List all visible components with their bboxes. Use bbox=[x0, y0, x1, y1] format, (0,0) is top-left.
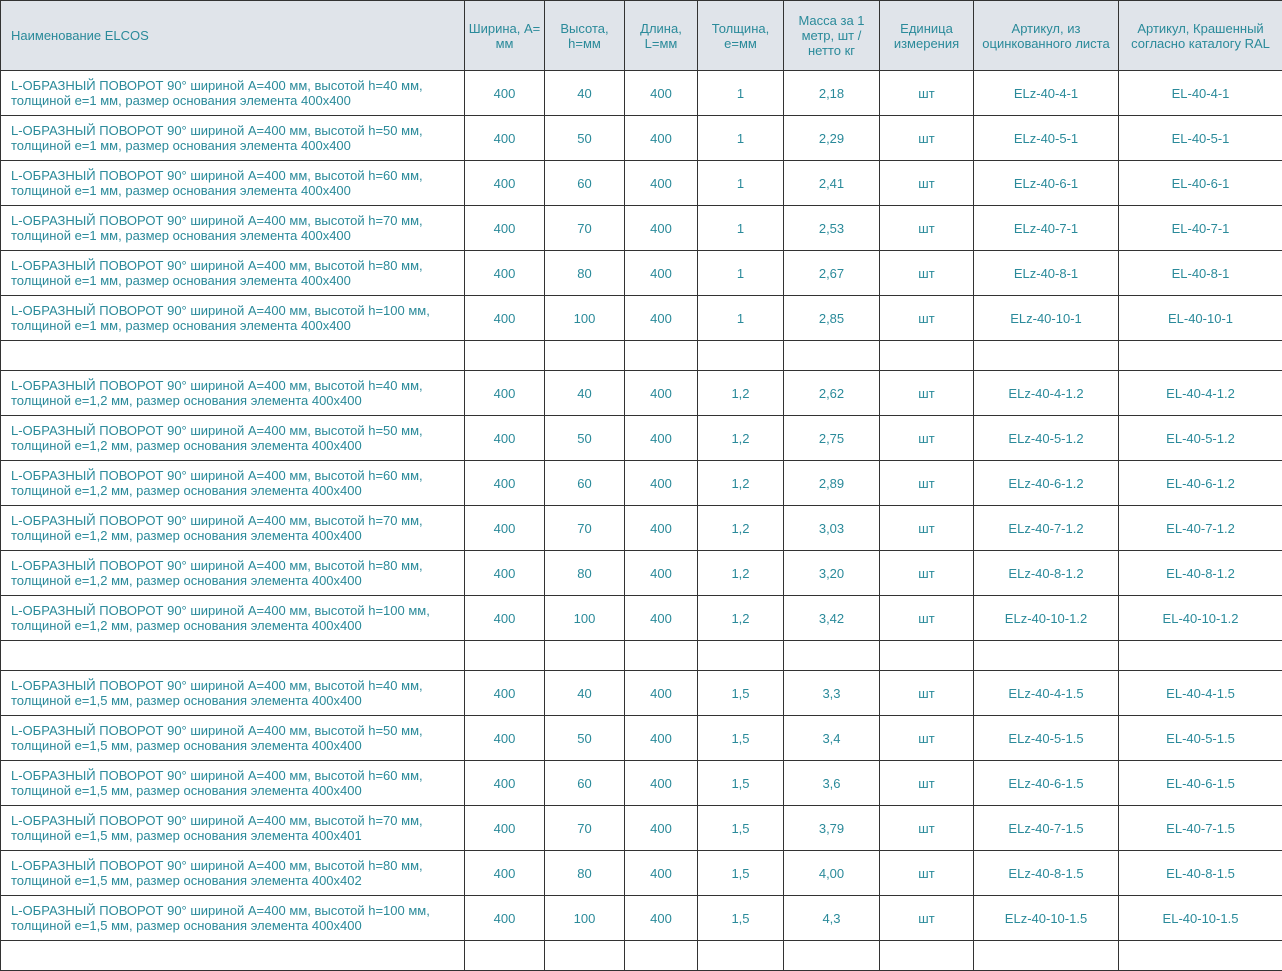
cell-length: 400 bbox=[625, 161, 698, 206]
empty-cell bbox=[974, 941, 1119, 971]
cell-mass: 2,29 bbox=[784, 116, 880, 161]
cell-name: L-ОБРАЗНЫЙ ПОВОРОТ 90° шириной A=400 мм, высотой h=100 мм, толщиной e=1,2 мм, размер основания элемента 400x400 bbox=[1, 596, 465, 641]
cell-thickness: 1 bbox=[698, 161, 784, 206]
cell-thickness: 1,5 bbox=[698, 716, 784, 761]
empty-cell bbox=[625, 341, 698, 371]
cell-name: L-ОБРАЗНЫЙ ПОВОРОТ 90° шириной A=400 мм, высотой h=70 мм, толщиной e=1,2 мм, размер основания элемента 400x400 bbox=[1, 506, 465, 551]
cell-name: L-ОБРАЗНЫЙ ПОВОРОТ 90° шириной A=400 мм, высотой h=80 мм, толщиной e=1,2 мм, размер основания элемента 400x400 bbox=[1, 551, 465, 596]
cell-sku-painted: EL-40-8-1.5 bbox=[1119, 851, 1282, 896]
cell-length: 400 bbox=[625, 206, 698, 251]
cell-thickness: 1 bbox=[698, 116, 784, 161]
table-row bbox=[1, 596, 1282, 641]
cell-sku-painted: EL-40-5-1.2 bbox=[1119, 416, 1282, 461]
cell-unit: шт bbox=[880, 506, 974, 551]
cell-sku-galvanized: ELz-40-8-1.2 bbox=[974, 551, 1119, 596]
cell-sku-galvanized: ELz-40-7-1.5 bbox=[974, 806, 1119, 851]
table-row bbox=[1, 116, 1282, 161]
table-row bbox=[1, 761, 1282, 806]
cell-sku-painted: EL-40-7-1.2 bbox=[1119, 506, 1282, 551]
cell-name: L-ОБРАЗНЫЙ ПОВОРОТ 90° шириной A=400 мм, высотой h=70 мм, толщиной e=1,5 мм, размер основания элемента 400x401 bbox=[1, 806, 465, 851]
cell-sku-galvanized: ELz-40-4-1.5 bbox=[974, 671, 1119, 716]
cell-height: 100 bbox=[545, 296, 625, 341]
cell-mass: 3,20 bbox=[784, 551, 880, 596]
cell-length: 400 bbox=[625, 371, 698, 416]
cell-length: 400 bbox=[625, 551, 698, 596]
col-header-name: Наименование ELCOS bbox=[1, 1, 465, 71]
cell-mass: 2,62 bbox=[784, 371, 880, 416]
table-row bbox=[1, 371, 1282, 416]
table-row bbox=[1, 671, 1282, 716]
cell-name: L-ОБРАЗНЫЙ ПОВОРОТ 90° шириной A=400 мм, высотой h=60 мм, толщиной e=1,5 мм, размер основания элемента 400x400 bbox=[1, 761, 465, 806]
cell-mass: 2,75 bbox=[784, 416, 880, 461]
separator-row bbox=[1, 941, 1282, 971]
cell-name: L-ОБРАЗНЫЙ ПОВОРОТ 90° шириной A=400 мм, высотой h=100 мм, толщиной e=1,5 мм, размер основания элемента 400x400 bbox=[1, 896, 465, 941]
table-row bbox=[1, 416, 1282, 461]
cell-length: 400 bbox=[625, 506, 698, 551]
empty-cell bbox=[974, 341, 1119, 371]
table-row bbox=[1, 461, 1282, 506]
cell-length: 400 bbox=[625, 596, 698, 641]
cell-height: 60 bbox=[545, 761, 625, 806]
cell-thickness: 1 bbox=[698, 206, 784, 251]
cell-mass: 4,3 bbox=[784, 896, 880, 941]
cell-sku-painted: EL-40-7-1.5 bbox=[1119, 806, 1282, 851]
cell-length: 400 bbox=[625, 71, 698, 116]
cell-height: 50 bbox=[545, 716, 625, 761]
cell-unit: шт bbox=[880, 896, 974, 941]
col-header-sku-painted: Артикул, Крашенный согласно каталогу RAL bbox=[1119, 1, 1282, 71]
cell-sku-painted: EL-40-6-1.5 bbox=[1119, 761, 1282, 806]
cell-sku-painted: EL-40-6-1 bbox=[1119, 161, 1282, 206]
cell-sku-galvanized: ELz-40-4-1.2 bbox=[974, 371, 1119, 416]
cell-sku-galvanized: ELz-40-5-1 bbox=[974, 116, 1119, 161]
cell-thickness: 1,5 bbox=[698, 761, 784, 806]
empty-cell bbox=[465, 641, 545, 671]
empty-cell bbox=[545, 641, 625, 671]
cell-unit: шт bbox=[880, 71, 974, 116]
cell-sku-galvanized: ELz-40-6-1 bbox=[974, 161, 1119, 206]
table-row bbox=[1, 296, 1282, 341]
cell-length: 400 bbox=[625, 716, 698, 761]
cell-name: L-ОБРАЗНЫЙ ПОВОРОТ 90° шириной A=400 мм, высотой h=80 мм, толщиной e=1 мм, размер основания элемента 400x400 bbox=[1, 251, 465, 296]
cell-mass: 3,79 bbox=[784, 806, 880, 851]
cell-height: 100 bbox=[545, 596, 625, 641]
cell-unit: шт bbox=[880, 461, 974, 506]
empty-cell bbox=[784, 341, 880, 371]
cell-length: 400 bbox=[625, 896, 698, 941]
cell-sku-painted: EL-40-5-1.5 bbox=[1119, 716, 1282, 761]
cell-unit: шт bbox=[880, 851, 974, 896]
cell-height: 60 bbox=[545, 161, 625, 206]
cell-height: 80 bbox=[545, 251, 625, 296]
cell-height: 80 bbox=[545, 551, 625, 596]
cell-mass: 2,18 bbox=[784, 71, 880, 116]
empty-cell bbox=[974, 641, 1119, 671]
cell-length: 400 bbox=[625, 416, 698, 461]
empty-cell bbox=[545, 941, 625, 971]
col-header-height: Высота, h=мм bbox=[545, 1, 625, 71]
empty-cell bbox=[625, 641, 698, 671]
cell-width: 400 bbox=[465, 761, 545, 806]
cell-height: 50 bbox=[545, 116, 625, 161]
table-row bbox=[1, 71, 1282, 116]
cell-thickness: 1,5 bbox=[698, 806, 784, 851]
empty-cell bbox=[1119, 341, 1282, 371]
cell-name: L-ОБРАЗНЫЙ ПОВОРОТ 90° шириной A=400 мм, высотой h=40 мм, толщиной e=1,2 мм, размер основания элемента 400x400 bbox=[1, 371, 465, 416]
cell-sku-painted: EL-40-5-1 bbox=[1119, 116, 1282, 161]
cell-mass: 3,03 bbox=[784, 506, 880, 551]
col-header-mass: Масса за 1 метр, шт / нетто кг bbox=[784, 1, 880, 71]
cell-name: L-ОБРАЗНЫЙ ПОВОРОТ 90° шириной A=400 мм, высотой h=40 мм, толщиной e=1,5 мм, размер основания элемента 400x400 bbox=[1, 671, 465, 716]
empty-cell bbox=[784, 641, 880, 671]
separator-row bbox=[1, 341, 1282, 371]
cell-unit: шт bbox=[880, 551, 974, 596]
cell-sku-galvanized: ELz-40-10-1.5 bbox=[974, 896, 1119, 941]
cell-name: L-ОБРАЗНЫЙ ПОВОРОТ 90° шириной A=400 мм, высотой h=80 мм, толщиной e=1,5 мм, размер основания элемента 400x402 bbox=[1, 851, 465, 896]
cell-unit: шт bbox=[880, 416, 974, 461]
empty-cell bbox=[698, 341, 784, 371]
cell-sku-galvanized: ELz-40-7-1.2 bbox=[974, 506, 1119, 551]
cell-width: 400 bbox=[465, 896, 545, 941]
cell-width: 400 bbox=[465, 506, 545, 551]
col-header-thickness: Толщина, e=мм bbox=[698, 1, 784, 71]
cell-thickness: 1,2 bbox=[698, 506, 784, 551]
cell-sku-galvanized: ELz-40-10-1.2 bbox=[974, 596, 1119, 641]
cell-length: 400 bbox=[625, 296, 698, 341]
cell-width: 400 bbox=[465, 461, 545, 506]
cell-unit: шт bbox=[880, 116, 974, 161]
cell-length: 400 bbox=[625, 806, 698, 851]
cell-sku-painted: EL-40-10-1 bbox=[1119, 296, 1282, 341]
separator-row bbox=[1, 641, 1282, 671]
empty-cell bbox=[1, 341, 465, 371]
cell-sku-painted: EL-40-4-1 bbox=[1119, 71, 1282, 116]
cell-height: 80 bbox=[545, 851, 625, 896]
cell-height: 100 bbox=[545, 896, 625, 941]
cell-sku-painted: EL-40-10-1.5 bbox=[1119, 896, 1282, 941]
cell-mass: 4,00 bbox=[784, 851, 880, 896]
cell-width: 400 bbox=[465, 206, 545, 251]
empty-cell bbox=[698, 641, 784, 671]
cell-length: 400 bbox=[625, 116, 698, 161]
cell-sku-galvanized: ELz-40-6-1.2 bbox=[974, 461, 1119, 506]
cell-length: 400 bbox=[625, 251, 698, 296]
cell-mass: 3,4 bbox=[784, 716, 880, 761]
empty-cell bbox=[465, 941, 545, 971]
cell-width: 400 bbox=[465, 716, 545, 761]
cell-unit: шт bbox=[880, 296, 974, 341]
col-header-sku-galvanized: Артикул, из оцинкованного листа bbox=[974, 1, 1119, 71]
cell-sku-galvanized: ELz-40-10-1 bbox=[974, 296, 1119, 341]
cell-sku-galvanized: ELz-40-6-1.5 bbox=[974, 761, 1119, 806]
cell-mass: 2,41 bbox=[784, 161, 880, 206]
table-row bbox=[1, 896, 1282, 941]
cell-thickness: 1,5 bbox=[698, 896, 784, 941]
cell-sku-painted: EL-40-8-1 bbox=[1119, 251, 1282, 296]
cell-sku-painted: EL-40-7-1 bbox=[1119, 206, 1282, 251]
cell-length: 400 bbox=[625, 461, 698, 506]
cell-height: 70 bbox=[545, 206, 625, 251]
table-row bbox=[1, 506, 1282, 551]
table-row bbox=[1, 251, 1282, 296]
cell-unit: шт bbox=[880, 371, 974, 416]
cell-name: L-ОБРАЗНЫЙ ПОВОРОТ 90° шириной A=400 мм, высотой h=60 мм, толщиной e=1 мм, размер основания элемента 400x400 bbox=[1, 161, 465, 206]
cell-mass: 3,42 bbox=[784, 596, 880, 641]
cell-length: 400 bbox=[625, 761, 698, 806]
cell-sku-galvanized: ELz-40-5-1.5 bbox=[974, 716, 1119, 761]
cell-thickness: 1,2 bbox=[698, 416, 784, 461]
cell-thickness: 1,5 bbox=[698, 851, 784, 896]
empty-cell bbox=[1119, 941, 1282, 971]
cell-name: L-ОБРАЗНЫЙ ПОВОРОТ 90° шириной A=400 мм, высотой h=40 мм, толщиной e=1 мм, размер основания элемента 400x400 bbox=[1, 71, 465, 116]
empty-cell bbox=[1119, 641, 1282, 671]
cell-sku-painted: EL-40-4-1.2 bbox=[1119, 371, 1282, 416]
empty-cell bbox=[880, 941, 974, 971]
empty-cell bbox=[465, 341, 545, 371]
cell-name: L-ОБРАЗНЫЙ ПОВОРОТ 90° шириной A=400 мм, высотой h=70 мм, толщиной e=1 мм, размер основания элемента 400x400 bbox=[1, 206, 465, 251]
empty-cell bbox=[625, 941, 698, 971]
cell-sku-galvanized: ELz-40-5-1.2 bbox=[974, 416, 1119, 461]
cell-sku-painted: EL-40-6-1.2 bbox=[1119, 461, 1282, 506]
cell-height: 40 bbox=[545, 371, 625, 416]
cell-unit: шт bbox=[880, 716, 974, 761]
col-header-length: Длина, L=мм bbox=[625, 1, 698, 71]
cell-thickness: 1 bbox=[698, 71, 784, 116]
cell-sku-galvanized: ELz-40-8-1.5 bbox=[974, 851, 1119, 896]
table-row bbox=[1, 851, 1282, 896]
cell-width: 400 bbox=[465, 161, 545, 206]
cell-mass: 2,53 bbox=[784, 206, 880, 251]
empty-cell bbox=[784, 941, 880, 971]
cell-unit: шт bbox=[880, 251, 974, 296]
col-header-width: Ширина, A= мм bbox=[465, 1, 545, 71]
table-row bbox=[1, 551, 1282, 596]
cell-mass: 3,6 bbox=[784, 761, 880, 806]
cell-width: 400 bbox=[465, 71, 545, 116]
cell-mass: 2,85 bbox=[784, 296, 880, 341]
table-row bbox=[1, 206, 1282, 251]
cell-height: 50 bbox=[545, 416, 625, 461]
cell-sku-galvanized: ELz-40-7-1 bbox=[974, 206, 1119, 251]
cell-thickness: 1,2 bbox=[698, 596, 784, 641]
table-row bbox=[1, 161, 1282, 206]
cell-width: 400 bbox=[465, 371, 545, 416]
cell-name: L-ОБРАЗНЫЙ ПОВОРОТ 90° шириной A=400 мм, высотой h=50 мм, толщиной e=1,2 мм, размер основания элемента 400x400 bbox=[1, 416, 465, 461]
table-row bbox=[1, 806, 1282, 851]
cell-height: 70 bbox=[545, 806, 625, 851]
empty-cell bbox=[1, 641, 465, 671]
cell-width: 400 bbox=[465, 416, 545, 461]
empty-cell bbox=[698, 941, 784, 971]
cell-length: 400 bbox=[625, 851, 698, 896]
cell-width: 400 bbox=[465, 806, 545, 851]
cell-thickness: 1,5 bbox=[698, 671, 784, 716]
empty-cell bbox=[1, 941, 465, 971]
cell-width: 400 bbox=[465, 296, 545, 341]
cell-unit: шт bbox=[880, 806, 974, 851]
table-header-row bbox=[1, 1, 1282, 71]
cell-width: 400 bbox=[465, 551, 545, 596]
cell-sku-painted: EL-40-10-1.2 bbox=[1119, 596, 1282, 641]
cell-mass: 2,89 bbox=[784, 461, 880, 506]
cell-unit: шт bbox=[880, 761, 974, 806]
cell-height: 60 bbox=[545, 461, 625, 506]
cell-name: L-ОБРАЗНЫЙ ПОВОРОТ 90° шириной A=400 мм, высотой h=60 мм, толщиной e=1,2 мм, размер основания элемента 400x400 bbox=[1, 461, 465, 506]
cell-width: 400 bbox=[465, 251, 545, 296]
cell-name: L-ОБРАЗНЫЙ ПОВОРОТ 90° шириной A=400 мм, высотой h=50 мм, толщиной e=1,5 мм, размер основания элемента 400x400 bbox=[1, 716, 465, 761]
cell-unit: шт bbox=[880, 206, 974, 251]
cell-thickness: 1,2 bbox=[698, 371, 784, 416]
cell-sku-galvanized: ELz-40-8-1 bbox=[974, 251, 1119, 296]
cell-length: 400 bbox=[625, 671, 698, 716]
cell-name: L-ОБРАЗНЫЙ ПОВОРОТ 90° шириной A=400 мм, высотой h=50 мм, толщиной e=1 мм, размер основания элемента 400x400 bbox=[1, 116, 465, 161]
cell-width: 400 bbox=[465, 596, 545, 641]
cell-mass: 2,67 bbox=[784, 251, 880, 296]
cell-sku-galvanized: ELz-40-4-1 bbox=[974, 71, 1119, 116]
cell-name: L-ОБРАЗНЫЙ ПОВОРОТ 90° шириной A=400 мм, высотой h=100 мм, толщиной e=1 мм, размер основания элемента 400x400 bbox=[1, 296, 465, 341]
empty-cell bbox=[880, 641, 974, 671]
cell-unit: шт bbox=[880, 161, 974, 206]
cell-mass: 3,3 bbox=[784, 671, 880, 716]
cell-height: 40 bbox=[545, 71, 625, 116]
cell-thickness: 1,2 bbox=[698, 551, 784, 596]
empty-cell bbox=[880, 341, 974, 371]
cell-thickness: 1,2 bbox=[698, 461, 784, 506]
cell-sku-painted: EL-40-4-1.5 bbox=[1119, 671, 1282, 716]
cell-height: 40 bbox=[545, 671, 625, 716]
col-header-unit: Единица измерения bbox=[880, 1, 974, 71]
cell-width: 400 bbox=[465, 671, 545, 716]
cell-width: 400 bbox=[465, 116, 545, 161]
cell-unit: шт bbox=[880, 596, 974, 641]
cell-unit: шт bbox=[880, 671, 974, 716]
cell-thickness: 1 bbox=[698, 251, 784, 296]
cell-sku-painted: EL-40-8-1.2 bbox=[1119, 551, 1282, 596]
table-row bbox=[1, 716, 1282, 761]
empty-cell bbox=[545, 341, 625, 371]
cell-height: 70 bbox=[545, 506, 625, 551]
cell-width: 400 bbox=[465, 851, 545, 896]
cell-thickness: 1 bbox=[698, 296, 784, 341]
